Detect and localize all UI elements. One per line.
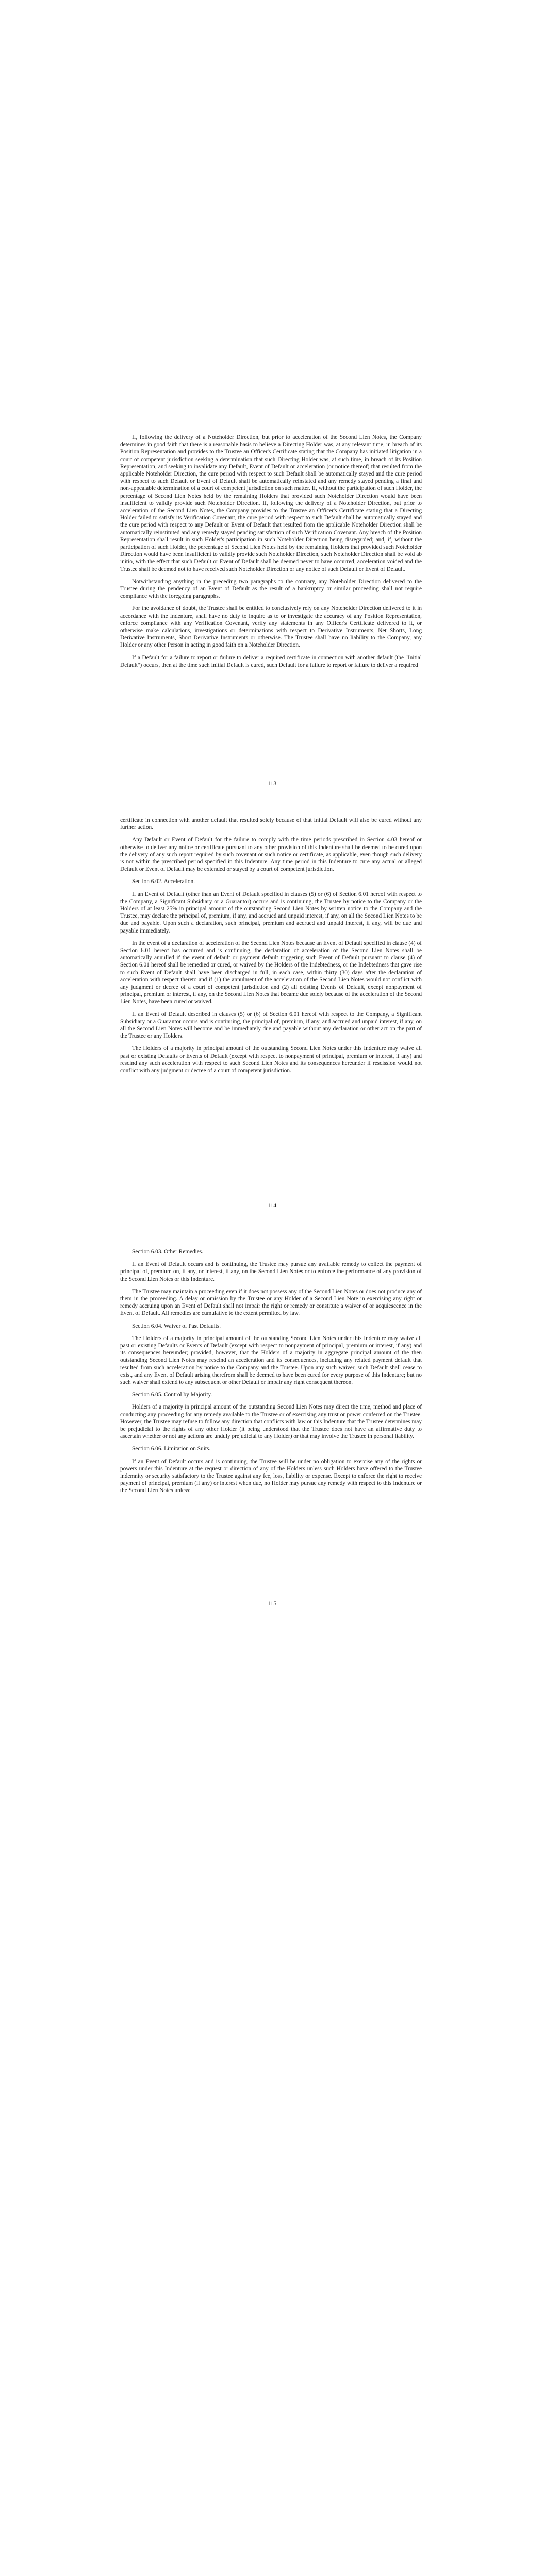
paragraph: If an Event of Default (other than an Event of Default specified in clauses (5) or (6) of Section 6.01 hereof with respect to the Company, a Significant Subsidiary or a Guarantor) occurs and is continuing, the Trustee by notice to the Company or the Holders of at least 25% in principal amount of the outstanding Second Lien Notes by written notice to the Company and the Trustee, may declare the principal of, premium, if any, and accrued and unpaid interest, if any, on all the Second Lien Notes to be due and payable. Upon such a declaration, such principal, premium and accrued and unpaid interest, if any, will be due and payable immediately. — [120, 891, 422, 934]
paragraph: Any Default or Event of Default for the failure to comply with the time periods prescribed in Section 4.03 hereof or otherwise to deliver any notice or certificate pursuant to any other provision of this Indenture shall be deemed to be cured upon the delivery of any such report required by such covenant or such notice or certificate, as applicable, even though such delivery is not within the prescribed period specified in this Indenture. Any time period in this Indenture to cure any actual or alleged Default or Event of Default may be extended or stayed by a court of competent jurisdiction. — [120, 837, 422, 873]
section-heading: Section 6.05. Control by Majority. — [132, 1392, 212, 1398]
paragraph: The Trustee may maintain a proceeding even if it does not possess any of the Second Lien Notes or does not produce any of them in the proceeding. A delay or omission by the Trustee or any Holder of a Second Lien Note in exercising any right or remedy accruing upon an Event of Default shall not impair the right or remedy or constitute a waiver of or acquiescence in the Event of Default. All remedies are cumulative to the extent permitted by law. — [120, 1288, 422, 1317]
paragraph: If a Default for a failure to report or failure to deliver a required certificate in connection with another default (the "Initial Default") occurs, then at the time such Initial Default is cured, such Default for a failure to report or failure to deliver a required — [120, 654, 422, 668]
page-number: 113 — [267, 779, 277, 787]
paragraph: certificate in connection with another default that resulted solely because of that Initial Default will also be cured without any further action. — [120, 817, 422, 831]
paragraph: Holders of a majority in principal amount of the outstanding Second Lien Notes may direct the time, method and place of conducting any proceeding for any remedy available to the Trustee or of exercising any trust or power conferred on the Trustee. However, the Trustee may refuse to follow any direction that conflicts with law or this Indenture that the Trustee determines may be prejudicial to the rights of any other Holder (it being understood that the Trustee does not have an affirmative duty to ascertain whether or not any actions are unduly prejudicial to any Holder) or that may involve the Trustee in personal liability. — [120, 1404, 422, 1440]
section-heading: Section 6.06. Limitation on Suits. — [132, 1446, 211, 1452]
paragraph: If an Event of Default described in clauses (5) or (6) of Section 6.01 hereof with respect to the Company, a Significant Subsidiary or a Guarantor occurs and is continuing, the principal of, premium, if any, and accrued and unpaid interest, if any, on all the Second Lien Notes will become and be immediately due and payable without any declaration or other act on the part of the Trustee or any Holders. — [120, 1011, 422, 1040]
paragraph: The Holders of a majority in principal amount of the outstanding Second Lien Notes under this Indenture may waive all past or existing Defaults or Events of Default (except with respect to nonpayment of principal, premium or interest, if any) and rescind any such acceleration with respect to such Second Lien Notes and its consequences hereunder if rescission would not conflict with any judgment or decree of a court of competent jurisdiction. — [120, 1045, 422, 1074]
page-number: 115 — [267, 1600, 277, 1607]
paragraph: If an Event of Default occurs and is continuing, the Trustee may pursue any available remedy to collect the payment of principal of, premium on, if any, or interest, if any, on the Second Lien Notes or to enforce the performance of any provision of the Second Lien Notes or this Indenture. — [120, 1261, 422, 1282]
page-content — [120, 1248, 422, 1500]
section-heading: Section 6.03. Other Remedies. — [132, 1249, 204, 1255]
paragraph: For the avoidance of doubt, the Trustee shall be entitled to conclusively rely on any Noteholder Direction delivered to it in accordance with the Indenture, shall have no duty to inquire as to or investigate the accuracy of any Position Representation, enforce compliance with any Verification Covenant, verify any statements in any Officer's Certificate delivered to it, or otherwise make calculations, investigations or determinations with respect to Derivative Instruments, Net Shorts, Long Derivative Instruments, Short Derivative Instruments or otherwise. The Trustee shall have no liability to the Company, any Holder or any other Person in acting in good faith on a Noteholder Direction. — [120, 605, 422, 649]
section-heading: Section 6.04. Waiver of Past Defaults. — [132, 1323, 221, 1329]
paragraph: If an Event of Default occurs and is continuing, the Trustee will be under no obligation to exercise any of the rights or powers under this Indenture at the request or direction of any of the Holders unless such Holders have offered to the Trustee indemnity or security satisfactory to the Trustee against any fee, loss, liability or expense. Except to enforce the right to receive payment of principal, premium (if any) or interest when due, no Holder may pursue any remedy with respect to this Indenture or the Second Lien Notes unless: — [120, 1458, 422, 1494]
paragraph: The Holders of a majority in principal amount of the outstanding Second Lien Notes under this Indenture may waive all past or existing Defaults or Events of Default (except with respect to nonpayment of principal, premium or interest, if any) and its consequences hereunder; provided, however, that the Holders of a majority in aggregate principal amount of the then outstanding Second Lien Notes may rescind an acceleration and its consequences, including any related payment default that resulted from such acceleration by notice to the Company and the Trustee. Upon any such waiver, such Default shall cease to exist, and any Event of Default arising therefrom shall be deemed to have been cured for every purpose of this Indenture; but no such waiver shall extend to any subsequent or other Default or impair any right consequent thereon. — [120, 1335, 422, 1386]
paragraph: Notwithstanding anything in the preceding two paragraphs to the contrary, any Noteholder Direction delivered to the Trustee during the pendency of an Event of Default as the result of a bankruptcy or similar proceeding shall not require compliance with the foregoing paragraphs. — [120, 578, 422, 600]
paragraph: If, following the delivery of a Noteholder Direction, but prior to acceleration of the Second Lien Notes, the Company determines in good faith that there is a reasonable basis to believe a Directing Holder was, at any relevant time, in breach of its Position Representation and provides to the Trustee an Officer's Certificate stating that the Company has initiated litigation in a court of competent jurisdiction seeking a determination that such Directing Holder was, at such time, in breach of its Position Representation, and seeking to invalidate any Default, Event of Default or acceleration (or notice thereof) that resulted from the applicable Noteholder Direction, the cure period with respect to such Default shall be automatically stayed and the cure period with respect to such Default or Event of Default shall be automatically reinstated and any remedy stayed pending a final and non-appealable determination of a court of competent jurisdiction on such matter. If, without the participation of such Holder, the percentage of Second Lien Notes held by the remaining Holders that provided such Noteholder Direction would have been insufficient to validly provide such Noteholder Direction. If, following the delivery of a Noteholder Direction, but prior to acceleration of the Second Lien Notes, the Company provides to the Trustee an Officer's Certificate stating that a Directing Holder failed to satisfy its Verification Covenant, the cure period with respect to such Default shall be automatically stayed and the cure period with respect to any Default or Event of Default that resulted from the applicable Noteholder Direction shall be automatically reinstituted and any remedy stayed pending satisfaction of such Verification Covenant. Any breach of the Position Representation shall result in such Holder's participation in such Noteholder Direction being disregarded; and, if, without the participation of such Holder, the percentage of Second Lien Notes held by the remaining Holders that provided such Noteholder Direction would have been insufficient to validly provide such Noteholder Direction, such Noteholder Direction shall be void ab initio, with the effect that such Default or Event of Default shall be deemed never to have occurred, acceleration voided and the Trustee shall be deemed not to have received such Noteholder Direction or any notice of such Default or Event of Default. — [120, 434, 422, 572]
section-heading: Section 6.02. Acceleration. — [132, 878, 195, 885]
paragraph: In the event of a declaration of acceleration of the Second Lien Notes because an Event of Default specified in clause (4) of Section 6.01 hereof has occurred and is continuing, the declaration of acceleration of the Second Lien Notes shall be automatically annulled if the event of default or payment default triggering such Event of Default pursuant to clause (4) of Section 6.01 hereof shall be remedied or cured, or waived by the Holders of the Indebtedness, or the Indebtedness that gave rise to such Event of Default shall have been discharged in full, in each case, within thirty (30) days after the declaration of acceleration with respect thereto and if (1) the annulment of the acceleration of the Second Lien Notes would not conflict with any judgment or decree of a court of competent jurisdiction and (2) all existing Events of Default, except nonpayment of principal, premium or interest, if any, on the Second Lien Notes that became due solely because of the acceleration of the Second Lien Notes, have been cured or waived. — [120, 940, 422, 1005]
page-content — [120, 817, 422, 1079]
page-number: 114 — [267, 1201, 277, 1209]
page-content — [120, 434, 422, 674]
